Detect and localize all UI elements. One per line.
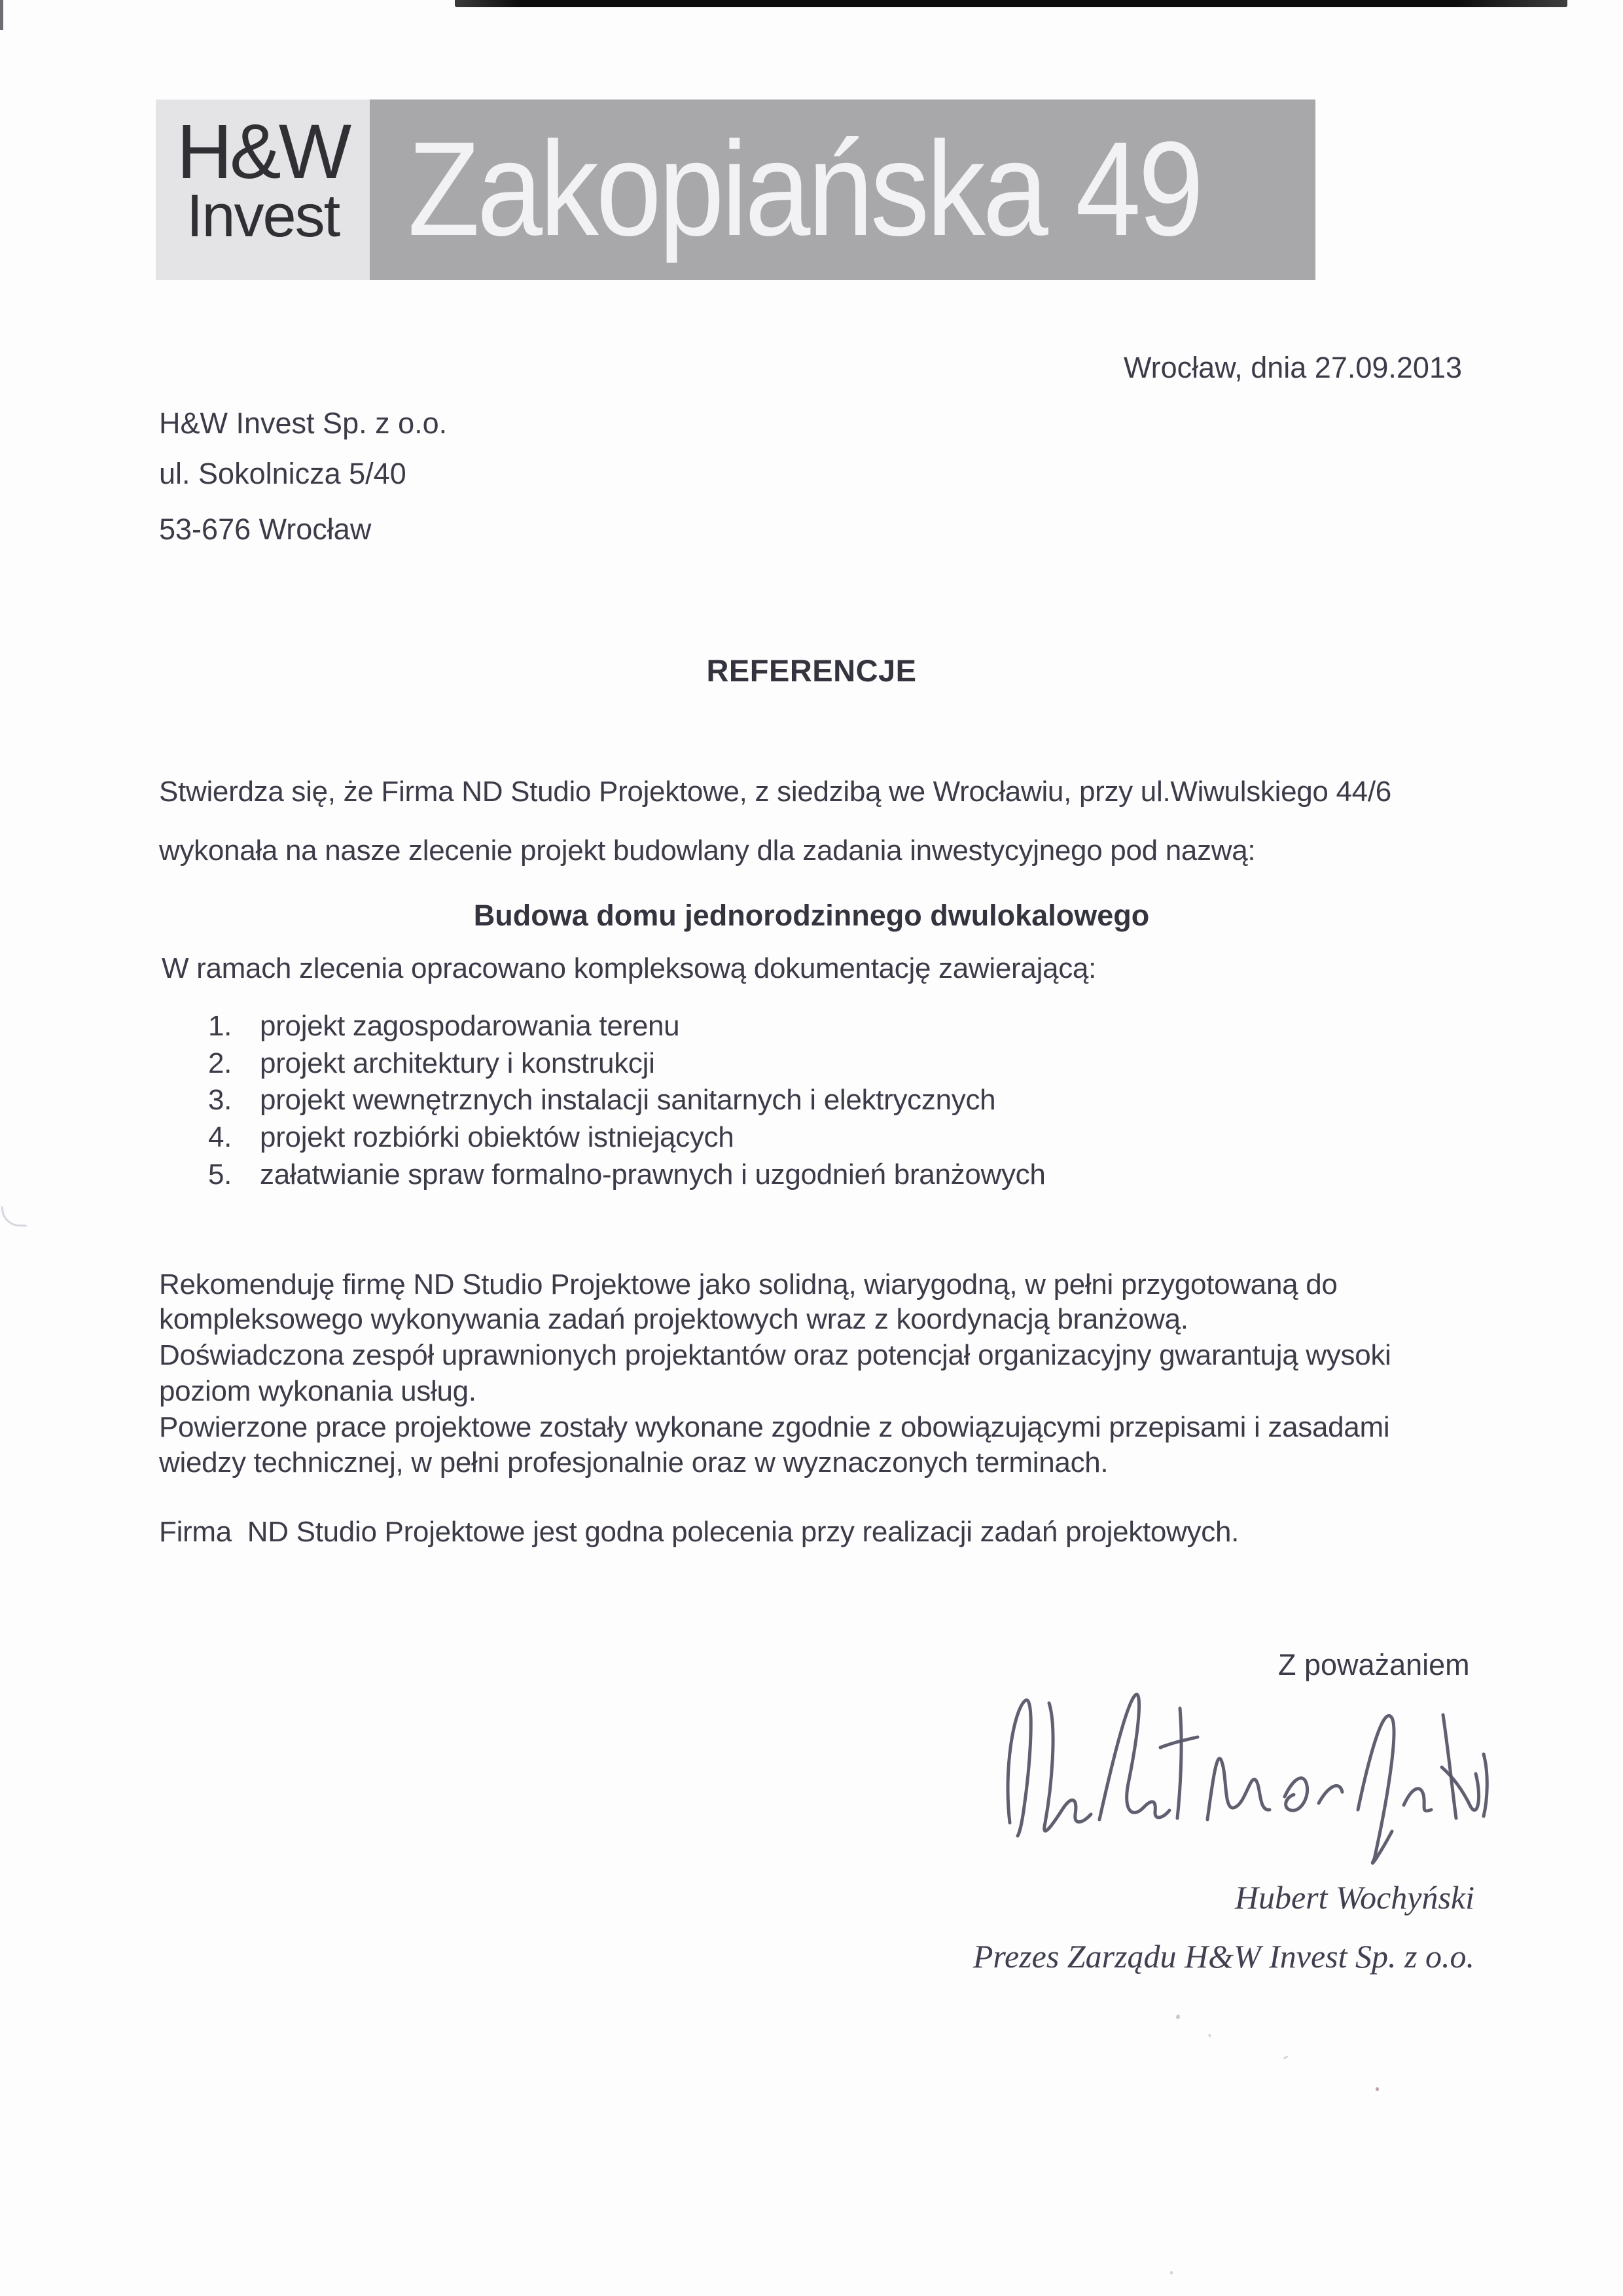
list-item-number: 5. (208, 1158, 232, 1191)
sender-company: H&W Invest Sp. z o.o. (159, 406, 448, 440)
list-item-number: 1. (208, 1010, 232, 1042)
logo-company-word: Invest (186, 183, 340, 249)
scan-artifact-top-line (455, 0, 1567, 7)
letter-title: REFERENCJE (706, 653, 917, 688)
list-item-number: 4. (208, 1121, 232, 1153)
signatory-name: Hubert Wochyński (1234, 1879, 1474, 1916)
signatory-role: Prezes Zarządu H&W Invest Sp. z o.o. (972, 1938, 1474, 1975)
list-item (208, 1158, 1046, 1192)
closing-line: Firma ND Studio Projektowe jest godna polecenia przy realizacji zadań projektowych. (159, 1516, 1240, 1548)
list-item-text: załatwianie spraw formalno-prawnych i uzgodnień branżowych (260, 1158, 1046, 1191)
list-item-number: 2. (208, 1047, 232, 1079)
intro-line-1: Stwierdza się, że Firma ND Studio Projektowe, z siedzibą we Wrocławiu, przy ul.Wiwulskiego 44/6 (159, 776, 1391, 808)
recommendation-line-4: poziom wykonania usług. (159, 1375, 476, 1407)
scan-speckle (1207, 2034, 1211, 2037)
scan-speckle (1376, 2087, 1379, 2091)
company-logo-box (156, 99, 370, 280)
sender-city: 53-676 Wrocław (159, 512, 372, 546)
signature-strokes (991, 1669, 1495, 1878)
recommendation-line-3: Doświadczona zespół uprawnionych projektantów oraz potencjał organizacyjny gwarantują wysoki (159, 1339, 1391, 1371)
list-item (208, 1121, 734, 1155)
scope-intro: W ramach zlecenia opracowano kompleksową dokumentację zawierającą: (162, 952, 1097, 984)
logo-company-initials: H&W (176, 109, 349, 195)
banner-project-name: Zakopiańska 49 (408, 114, 1202, 264)
recommendation-line-5: Powierzone prace projektowe zostały wykonane zgodnie z obowiązującymi przepisami i zasadami (159, 1411, 1390, 1443)
list-item-text: projekt wewnętrznych instalacji sanitarnych i elektrycznych (260, 1084, 996, 1116)
list-item (208, 1009, 679, 1043)
dateline: Wrocław, dnia 27.09.2013 (1124, 351, 1463, 384)
valediction: Z poważaniem (1278, 1648, 1470, 1681)
project-title: Budowa domu jednorodzinnego dwulokalowego (473, 899, 1150, 932)
scan-artifact-left-edge (0, 0, 3, 30)
scan-speckle (1283, 2055, 1289, 2060)
sender-street: ul. Sokolnicza 5/40 (159, 457, 406, 490)
scan-speckle (1170, 2271, 1173, 2274)
scan-speckle (1175, 2014, 1181, 2020)
recommendation-line-6: wiedzy technicznej, w pełni profesjonalnie oraz w wyznaczonych terminach. (159, 1446, 1109, 1479)
letterhead-banner (370, 99, 1315, 280)
list-item (208, 1047, 655, 1081)
list-item-text: projekt zagospodarowania terenu (260, 1010, 680, 1042)
scan-artifact-margin-mark (1, 1206, 27, 1227)
intro-line-2: wykonała na nasze zlecenie projekt budowlany dla zadania inwestycyjnego pod nazwą: (159, 834, 1256, 867)
recommendation-line-1: Rekomenduję firmę ND Studio Projektowe jako solidną, wiarygodną, w pełni przygotowaną do (159, 1268, 1338, 1300)
list-item (208, 1083, 995, 1117)
list-item-text: projekt architektury i konstrukcji (260, 1047, 655, 1079)
handwritten-signature (991, 1669, 1495, 1878)
recommendation-line-2: kompleksowego wykonywania zadań projektowych wraz z koordynacją branżową. (159, 1303, 1188, 1335)
list-item-number: 3. (208, 1084, 232, 1116)
list-item-text: projekt rozbiórki obiektów istniejących (260, 1121, 734, 1153)
